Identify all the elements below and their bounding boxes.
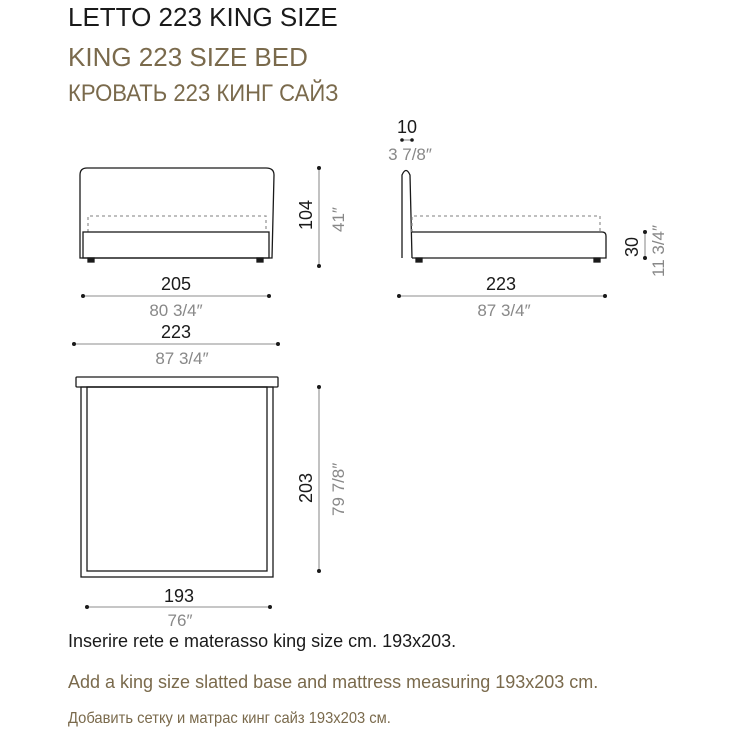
title-russian: КРОВАТЬ 223 КИНГ САЙЗ	[68, 80, 339, 107]
base-height-dimension	[643, 230, 647, 260]
inner-width-in: 76″	[167, 611, 193, 630]
side-headboard	[402, 171, 412, 259]
inner-length-dimension	[317, 385, 321, 573]
front-mattress-outline	[88, 216, 266, 232]
side-base	[412, 232, 606, 258]
front-base	[83, 232, 269, 258]
note-russian: Добавить сетку и матрас кинг сайз 193x203 см.	[68, 710, 391, 727]
front-width-cm: 205	[160, 274, 192, 294]
front-height-cm: 104	[296, 199, 316, 230]
side-length-dimension	[397, 294, 607, 298]
top-length-in: 87 3/4″	[155, 349, 209, 368]
top-length-dimension	[72, 342, 280, 346]
base-height-cm: 30	[622, 236, 642, 257]
front-foot-right	[257, 258, 263, 262]
title-english: KING 223 SIZE BED	[68, 42, 308, 72]
note-italian: Inserire rete e materasso king size cm. 193x203.	[68, 631, 457, 651]
inner-length-cm: 203	[296, 472, 316, 503]
inner-length-in: 79 7/8″	[329, 462, 348, 516]
side-mattress-outline	[412, 216, 600, 232]
top-frame-outer	[81, 387, 273, 577]
headboard-thickness-cm: 10	[396, 117, 418, 137]
title-italian: LETTO 223 KING SIZE	[68, 2, 338, 32]
top-length-cm: 223	[160, 322, 192, 342]
side-foot-left	[416, 258, 422, 262]
headboard-thickness-dimension	[400, 138, 414, 142]
side-length-in: 87 3/4″	[477, 301, 531, 320]
top-headboard	[76, 377, 278, 387]
top-frame-inner	[87, 387, 267, 571]
front-foot-left	[88, 258, 94, 262]
front-height-in: 41″	[329, 207, 348, 232]
front-width-in: 80 3/4″	[149, 301, 203, 320]
side-view	[402, 171, 606, 263]
front-headboard	[80, 168, 274, 258]
side-foot-right	[594, 258, 600, 262]
note-english: Add a king size slatted base and mattress measuring 193x203 cm.	[68, 672, 599, 692]
front-height-dimension	[317, 166, 321, 268]
top-view	[76, 377, 278, 577]
base-height-in: 11 3/4″	[649, 224, 668, 277]
front-width-dimension	[81, 294, 271, 298]
headboard-thickness-in: 3 7/8″	[388, 145, 432, 164]
front-view	[80, 168, 274, 262]
inner-width-cm: 193	[163, 586, 195, 606]
side-length-cm: 223	[485, 274, 517, 294]
